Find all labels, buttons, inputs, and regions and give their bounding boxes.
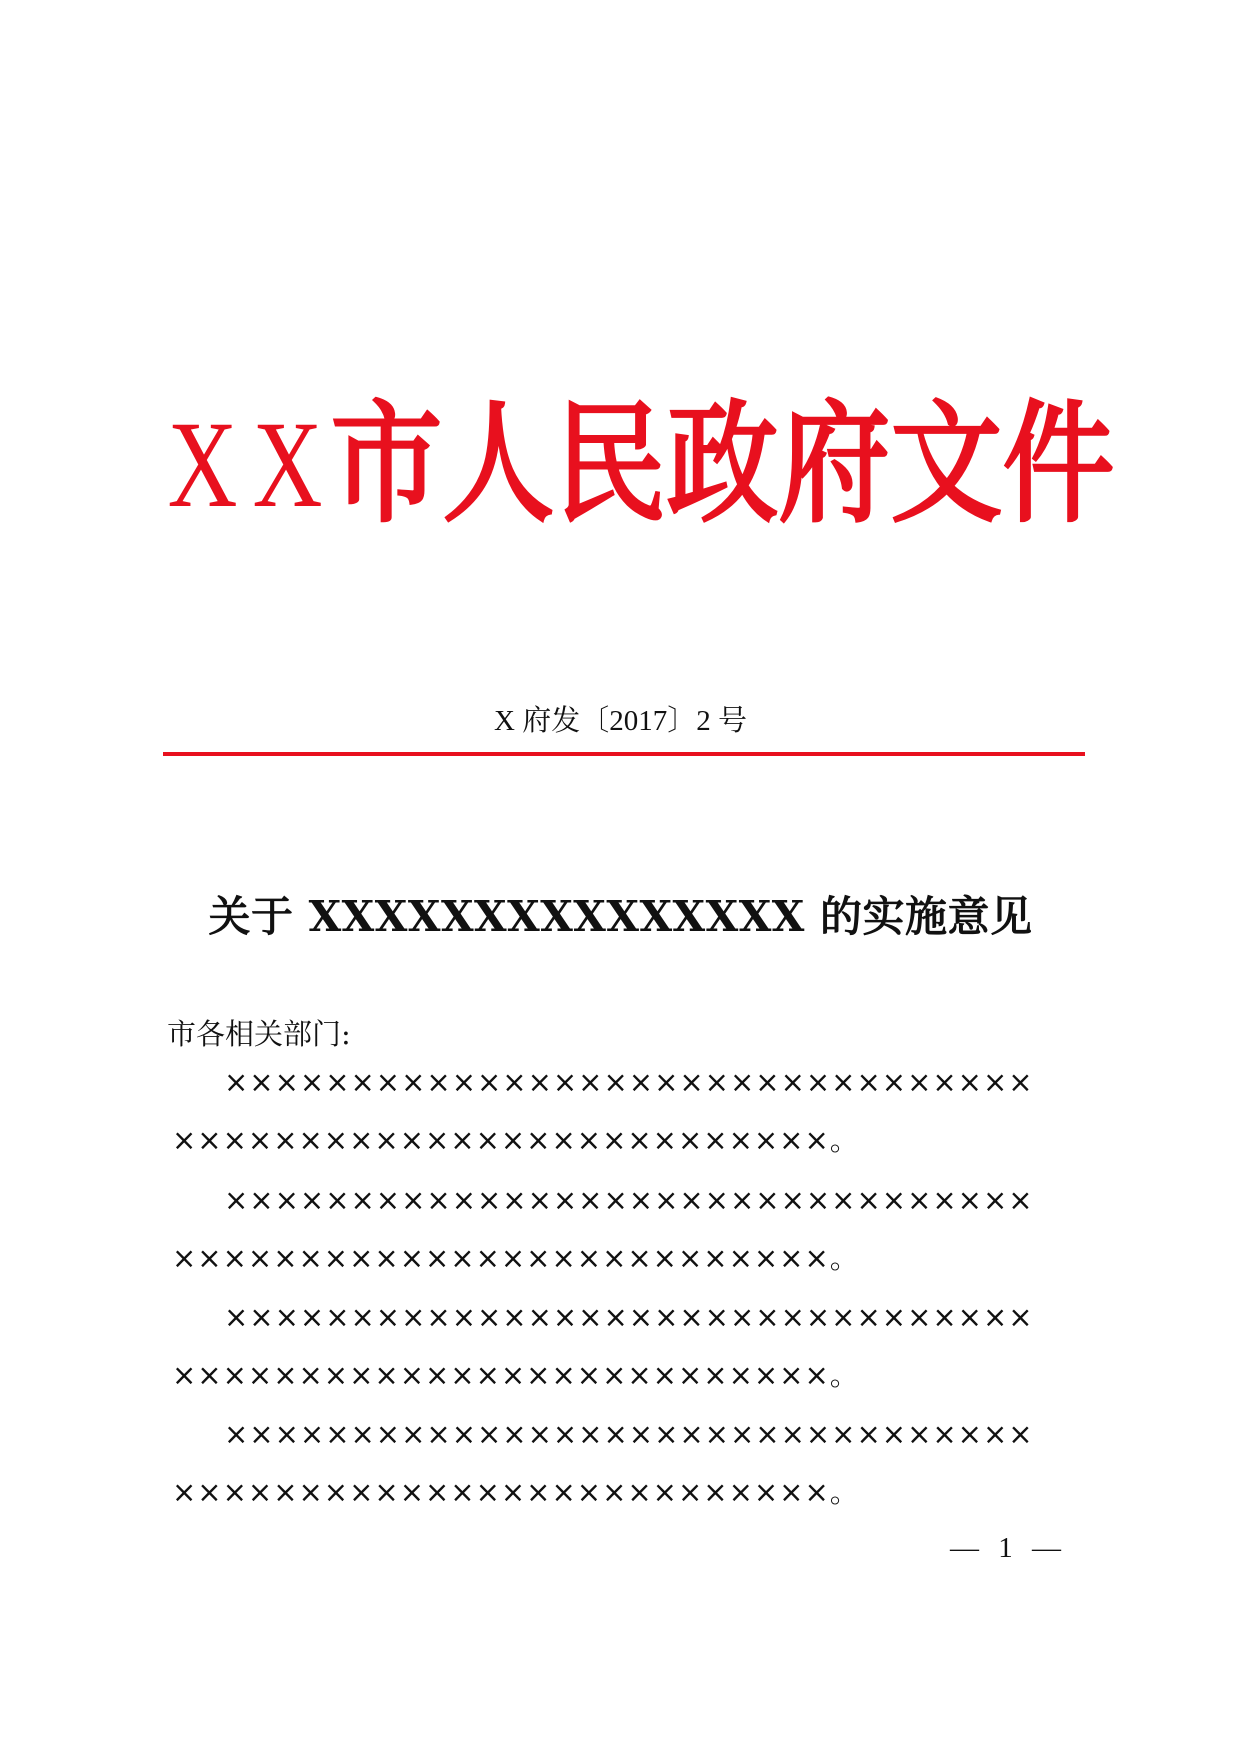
salutation: 市各相关部门:: [167, 1017, 351, 1051]
paragraph-line: ××××××××××××××××××××××××××。: [172, 1123, 860, 1157]
paragraph-line: ××××××××××××××××××××××××××××××××: [224, 1300, 1034, 1334]
header-char: 文: [890, 387, 1003, 542]
paragraph-line: ××××××××××××××××××××××××××。: [172, 1475, 860, 1509]
document-title: 关于 XXXXXXXXXXXXXXX 的实施意见: [208, 892, 1033, 941]
body-paragraph: [172, 1171, 1092, 1287]
page-number: — 1 —: [950, 1532, 1067, 1564]
document-number: X 府发〔2017〕2 号: [494, 705, 747, 737]
paragraph-line: ××××××××××××××××××××××××××。: [172, 1241, 860, 1275]
body-paragraph: [172, 1405, 1092, 1521]
body-paragraph: [172, 1288, 1092, 1404]
paragraph-line: ××××××××××××××××××××××××××。: [172, 1358, 860, 1392]
paragraph-line: ××××××××××××××××××××××××××××××××: [224, 1417, 1034, 1451]
paragraph-line: ××××××××××××××××××××××××××××××××: [224, 1183, 1034, 1217]
document-header: [160, 387, 1115, 542]
header-char: 民: [554, 387, 667, 542]
header-char-x2: X: [252, 395, 323, 534]
header-char: 件: [1002, 387, 1115, 542]
header-char-x1: X: [167, 395, 238, 534]
red-separator-line: [163, 752, 1085, 756]
header-char: 政: [666, 387, 779, 542]
header-char: 市: [330, 387, 443, 542]
body-paragraph: [172, 1053, 1092, 1169]
paragraph-line: ××××××××××××××××××××××××××××××××: [224, 1065, 1034, 1099]
header-char: 人: [442, 387, 555, 542]
header-char: 府: [778, 387, 891, 542]
